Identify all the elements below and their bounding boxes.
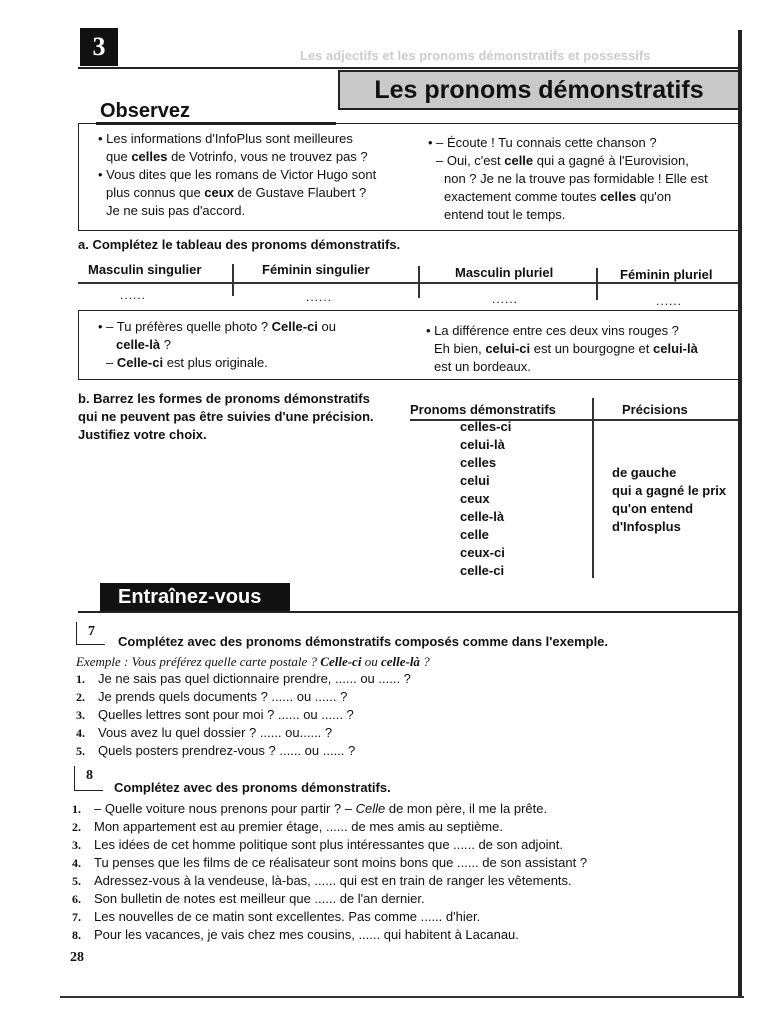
bleed-through-heading: Les adjectifs et les pronoms démonstratifs et possessifs (300, 48, 651, 63)
page-number: 28 (70, 950, 84, 965)
section-b-instruction (78, 390, 398, 444)
pronom-item: celle (460, 527, 489, 542)
exercise-7-list (76, 670, 636, 760)
list-item: 1. – Quelle voiture nous prenons pour partir ? – Celle de mon père, il me la prête. (72, 801, 548, 816)
text-line: • Les informations d'InfoPlus sont meilleures (98, 131, 353, 146)
col-fem-sing: Féminin singulier (262, 262, 370, 277)
header-rule (78, 67, 740, 69)
text-line: exactement comme toutes celles qu'on (444, 189, 672, 204)
table-divider (418, 266, 420, 298)
pronom-item: celle-là (460, 509, 505, 524)
observez-left-text (98, 130, 418, 220)
col-masc-plur: Masculin pluriel (455, 265, 554, 280)
exercise-8-instruction: Complétez avec des pronoms démonstratifs. (114, 780, 391, 795)
pronom-item: celle-ci (460, 563, 505, 578)
exercise-8-number: 8 (86, 768, 93, 783)
pronom-item: celui-là (460, 437, 505, 452)
entrainez-rule (78, 611, 740, 613)
precision-item: qu'on entend (612, 501, 694, 516)
text-line: • – Écoute ! Tu connais cette chanson ? (428, 135, 657, 150)
examples-right-text (426, 322, 738, 376)
pronom-item: ceux-ci (460, 545, 505, 560)
table-divider (592, 398, 594, 578)
unit-badge: 3 (80, 28, 118, 66)
observez-right-text (428, 134, 738, 224)
text-line: – Celle-ci est plus originale. (106, 355, 268, 370)
list-item: 6. Son bulletin de notes est meilleur que ...... de l'an dernier. (72, 891, 425, 906)
list-item: 5. Quels posters prendrez-vous ? ...... ou ...... ? (76, 743, 356, 758)
pronom-item: celles (460, 455, 497, 470)
list-item: 4. Tu penses que les films de ce réalisateur sont moins bons que ...... de son assistant ? (72, 855, 588, 870)
text-line: non ? Je ne la trouve pas formidable ! Elle est (444, 171, 708, 186)
text-line: qui ne peuvent pas être suivies d'une précision. (78, 409, 374, 424)
list-item: 5. Adressez-vous à la vendeuse, là-bas, ...... qui est en train de ranger les vêtements. (72, 873, 572, 888)
list-item: 3. Quelles lettres sont pour moi ? ...... ou ...... ? (76, 707, 354, 722)
list-item: 7. Les nouvelles de ce matin sont excellentes. Pas comme ...... d'hier. (72, 909, 481, 924)
page-title: Les pronoms démonstratifs (338, 70, 740, 110)
blank-masc-sing: ...... (120, 288, 147, 302)
entrainez-heading: Entraînez-vous (100, 583, 290, 611)
section-a-instruction: a. Complétez le tableau des pronoms démonstratifs. (78, 237, 401, 252)
table-divider (232, 264, 234, 296)
text-line: Justifiez votre choix. (78, 427, 207, 442)
exercise-7-example: Exemple : Vous préférez quelle carte postale ? Celle-ci ou celle-là ? (76, 654, 430, 669)
exercise-7-instruction: Complétez avec des pronoms démonstratifs composés comme dans l'exemple. (118, 634, 609, 649)
col-pronoms: Pronoms démonstratifs (410, 402, 556, 417)
text-line: entend tout le temps. (444, 207, 566, 222)
list-item: 4. Vous avez lu quel dossier ? ...... ou...... ? (76, 725, 333, 740)
table-rule (78, 282, 738, 284)
pronom-item: celles-ci (460, 419, 512, 434)
blank-masc-plur: ...... (492, 292, 519, 306)
text-line: – Oui, c'est celle qui a gagné à l'Eurovision, (436, 153, 689, 168)
precisions-list (612, 464, 726, 536)
text-line: est un bordeaux. (434, 359, 531, 374)
bottom-rule (60, 996, 744, 998)
list-item: 2. Mon appartement est au premier étage, ...... de mes amis au septième. (72, 819, 503, 834)
examples-left-text (98, 318, 418, 372)
text-line: • Vous dites que les romans de Victor Hugo sont (98, 167, 377, 182)
text-line: b. Barrez les formes de pronoms démonstratifs (78, 391, 370, 406)
text-line: • – Tu préfères quelle photo ? Celle-ci ou (98, 319, 336, 334)
blank-fem-plur: ...... (656, 294, 683, 308)
col-masc-sing: Masculin singulier (88, 262, 202, 277)
pronoms-list (460, 418, 511, 580)
blank-fem-sing: ...... (306, 290, 333, 304)
pronom-item: celui (460, 473, 490, 488)
text-line: Je ne suis pas d'accord. (106, 203, 246, 218)
col-fem-plur: Féminin pluriel (620, 267, 713, 282)
list-item: 2. Je prends quels documents ? ...... ou ...... ? (76, 689, 348, 704)
col-precisions: Précisions (622, 402, 688, 417)
list-item: 1. Je ne sais pas quel dictionnaire prendre, ...... ou ...... ? (76, 671, 411, 686)
text-line: • La différence entre ces deux vins rouges ? (426, 323, 679, 338)
text-line: plus connus que ceux de Gustave Flaubert ? (106, 185, 367, 200)
exercise-8-list (72, 800, 732, 944)
table-divider (596, 268, 598, 300)
precision-item: qui a gagné le prix (612, 483, 727, 498)
text-line: celle-là ? (116, 337, 171, 352)
list-item: 8. Pour les vacances, je vais chez mes cousins, ...... qui habitent à Lacanau. (72, 927, 519, 942)
precision-item: d'Infosplus (612, 519, 681, 534)
exercise-7-number: 7 (88, 624, 95, 639)
pronom-item: ceux (460, 491, 490, 506)
text-line: Eh bien, celui-ci est un bourgogne et celui-là (434, 341, 698, 356)
precision-item: de gauche (612, 465, 677, 480)
observez-heading: Observez (100, 100, 191, 122)
list-item: 3. Les idées de cet homme politique sont plus intéressantes que ...... de son adjoint. (72, 837, 564, 852)
text-line: que celles de Votrinfo, vous ne trouvez pas ? (106, 149, 368, 164)
